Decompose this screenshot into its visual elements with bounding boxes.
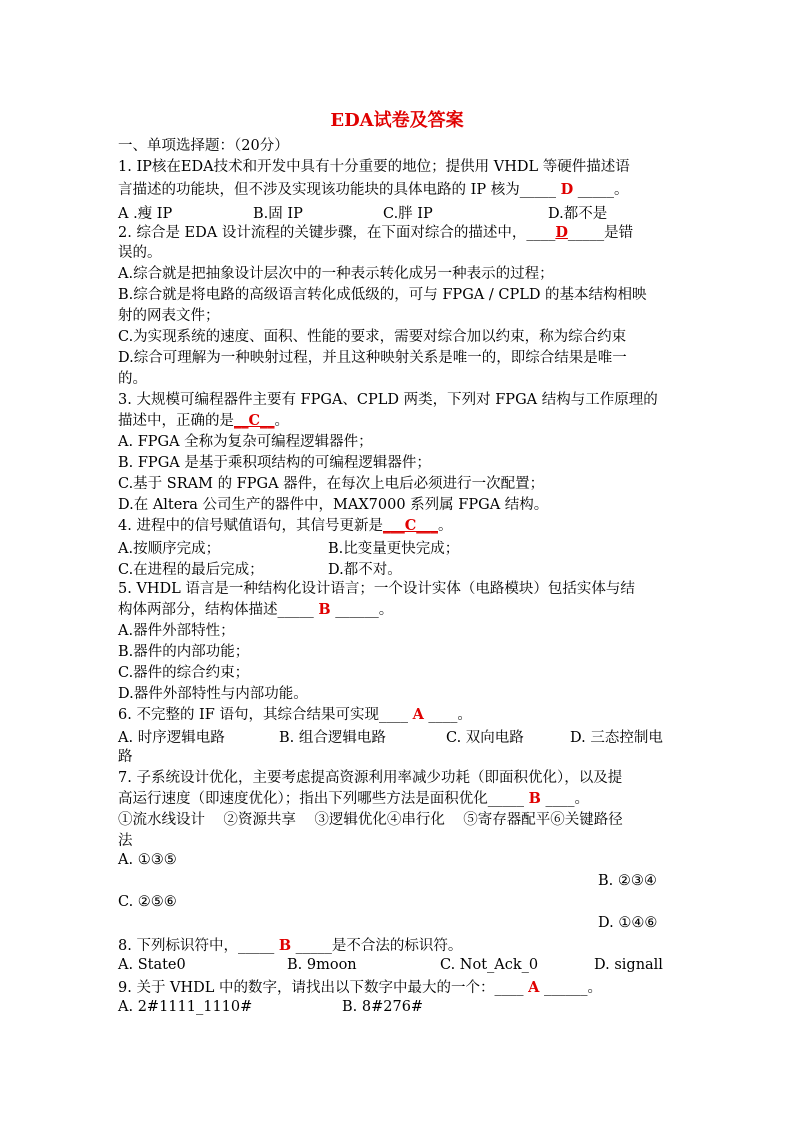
- q2-option-b-line1: B.综合就是将电路的高级语言转化成低级的，可与 FPGA / CPLD 的基本结构相映: [118, 287, 647, 303]
- q5-option-a: A.器件外部特性；: [118, 623, 235, 639]
- q7-methods-line: ①流水线设计 ②资源共享 ③逻辑优化④串行化 ⑤寄存器配平⑥关键路径: [118, 812, 623, 828]
- q4-option-b: B.比变量更快完成；: [328, 541, 460, 557]
- q4-option-c: C.在进程的最后完成；: [118, 562, 264, 578]
- q9-stem: 9. 关于 VHDL 中的数字，请找出以下数字中最大的一个：____: [118, 980, 529, 996]
- q2-answer: D: [555, 224, 568, 241]
- q7-option-b: B. ②③④: [598, 873, 657, 889]
- q2-option-a: A.综合就是把抽象设计层次中的一种表示转化成另一种表示的过程；: [118, 266, 554, 282]
- q2-stem-end: _____是错: [567, 225, 634, 241]
- q7-option-d: D. ①④⑥: [598, 915, 658, 931]
- q4-answer: ___C___: [382, 517, 438, 534]
- q1-option-c: C.胖 IP: [383, 206, 433, 222]
- q7-option-a: A. ①③⑤: [118, 852, 177, 868]
- q4-option-d: D.都不对。: [328, 562, 402, 578]
- q8-text-line1: [118, 936, 462, 956]
- q7-stem-end: ____。: [540, 791, 589, 807]
- q5-text-line1: 5. VHDL 语言是一种结构化设计语言；一个设计实体（电路模块）包括实体与结: [118, 581, 635, 597]
- q6-option-a: A. 时序逻辑电路: [118, 730, 225, 746]
- q2-text-line2: 误的。: [118, 245, 162, 261]
- q8-answer: B: [278, 937, 292, 954]
- q6-text-line1: [118, 705, 472, 725]
- q7-methods-wrap: 法: [118, 833, 133, 849]
- q3-option-d: D.在 Altera 公司生产的器件中，MAX7000 系列属 FPGA 结构。: [118, 497, 549, 513]
- q2-option-b-line2: 射的网表文件；: [118, 308, 220, 324]
- q8-option-b: B. 9moon: [287, 957, 357, 973]
- q9-option-b: B. 8#276#: [342, 999, 424, 1015]
- q7-text-line2: [118, 789, 589, 809]
- q6-stem-end: ____。: [423, 707, 472, 723]
- q5-answer: B: [318, 601, 331, 618]
- q2-stem: 2. 综合是 EDA 设计流程的关键步骤，在下面对综合的描述中，____: [118, 225, 556, 241]
- q5-stem: 构体两部分，结构体描述_____: [118, 602, 319, 618]
- q3-option-c: C.基于 SRAM 的 FPGA 器件，在每次上电后必须进行一次配置；: [118, 476, 545, 492]
- q4-stem-end: 。: [438, 518, 453, 534]
- q3-answer: __C__: [234, 412, 275, 429]
- q3-option-a: A. FPGA 全称为复杂可编程逻辑器件；: [118, 434, 373, 450]
- q2-option-d-line2: 的。: [118, 371, 147, 387]
- q8-stem: 8. 下列标识符中，_____: [118, 938, 279, 954]
- q1-option-d: D.都不是: [548, 206, 608, 222]
- q6-option-d: D. 三态控制电: [570, 730, 663, 746]
- q5-option-c: C.器件的综合约束；: [118, 665, 250, 681]
- q6-answer: A: [412, 706, 424, 723]
- q1-option-a: A .瘦 IP: [118, 206, 173, 222]
- q3-text-line1: 3. 大规模可编程器件主要有 FPGA、CPLD 两类，下列对 FPGA 结构与工作原理的: [118, 392, 658, 408]
- q8-option-a: A. State0: [118, 957, 186, 973]
- q1-stem: 言描述的功能块，但不涉及实现该功能块的具体电路的 IP 核为_____: [118, 182, 561, 198]
- q4-stem: 4. 进程中的信号赋值语句，其信号更新是: [118, 518, 383, 534]
- q6-option-b: B. 组合逻辑电路: [279, 730, 386, 746]
- q1-stem-end: _____。: [573, 182, 629, 198]
- q1-option-b: B.固 IP: [253, 206, 303, 222]
- q4-option-a: A.按顺序完成；: [118, 541, 221, 557]
- q5-option-d: D.器件外部特性与内部功能。: [118, 686, 308, 702]
- q7-answer: B: [528, 790, 541, 807]
- q4-text-line1: [118, 516, 453, 536]
- q2-text-line1: [118, 223, 633, 243]
- q6-option-d-wrap: 路: [118, 749, 133, 765]
- q3-text-line2: [118, 411, 289, 431]
- q7-stem: 高运行速度（即速度优化）；指出下列哪些方法是面积优化_____: [118, 791, 529, 807]
- section-heading: 一、单项选择题：（20分）: [118, 138, 289, 154]
- q3-stem: 描述中，正确的是: [118, 413, 234, 429]
- q6-option-c: C. 双向电路: [446, 730, 524, 746]
- q9-option-a: A. 2#1111_1110#: [118, 999, 253, 1015]
- q5-text-line2: [118, 600, 393, 620]
- q5-stem-end: ______。: [330, 602, 394, 618]
- q1-text-line1: 1. IP核在EDA技术和开发中具有十分重要的地位；提供用 VHDL 等硬件描述语: [118, 159, 630, 175]
- q3-stem-end: 。: [274, 413, 290, 429]
- q9-answer: A: [528, 979, 540, 996]
- q8-option-d: D. signall: [594, 957, 663, 973]
- q1-answer: D: [560, 181, 574, 198]
- q7-text-line1: 7. 子系统设计优化，主要考虑提高资源利用率减少功耗（即面积优化），以及提: [118, 770, 623, 786]
- q1-text-line2: [118, 180, 629, 200]
- q8-stem-end: _____是不合法的标识符。: [291, 938, 463, 954]
- q9-text-line1: [118, 978, 602, 998]
- q8-option-c: C. Not_Ack_0: [440, 957, 539, 973]
- q7-option-c: C. ②⑤⑥: [118, 894, 177, 910]
- q2-option-d-line1: D.综合可理解为一种映射过程，并且这种映射关系是唯一的，即综合结果是唯一: [118, 350, 627, 366]
- q9-stem-end: ______。: [539, 980, 603, 996]
- q6-stem: 6. 不完整的 IF 语句，其综合结果可实现____: [118, 707, 413, 723]
- page-title: EDA试卷及答案: [330, 110, 464, 131]
- q3-option-b: B. FPGA 是基于乘积项结构的可编程逻辑器件；: [118, 455, 431, 471]
- q2-option-c: C.为实现系统的速度、面积、性能的要求，需要对综合加以约束，称为综合约束: [118, 329, 627, 345]
- q5-option-b: B.器件的内部功能；: [118, 644, 250, 660]
